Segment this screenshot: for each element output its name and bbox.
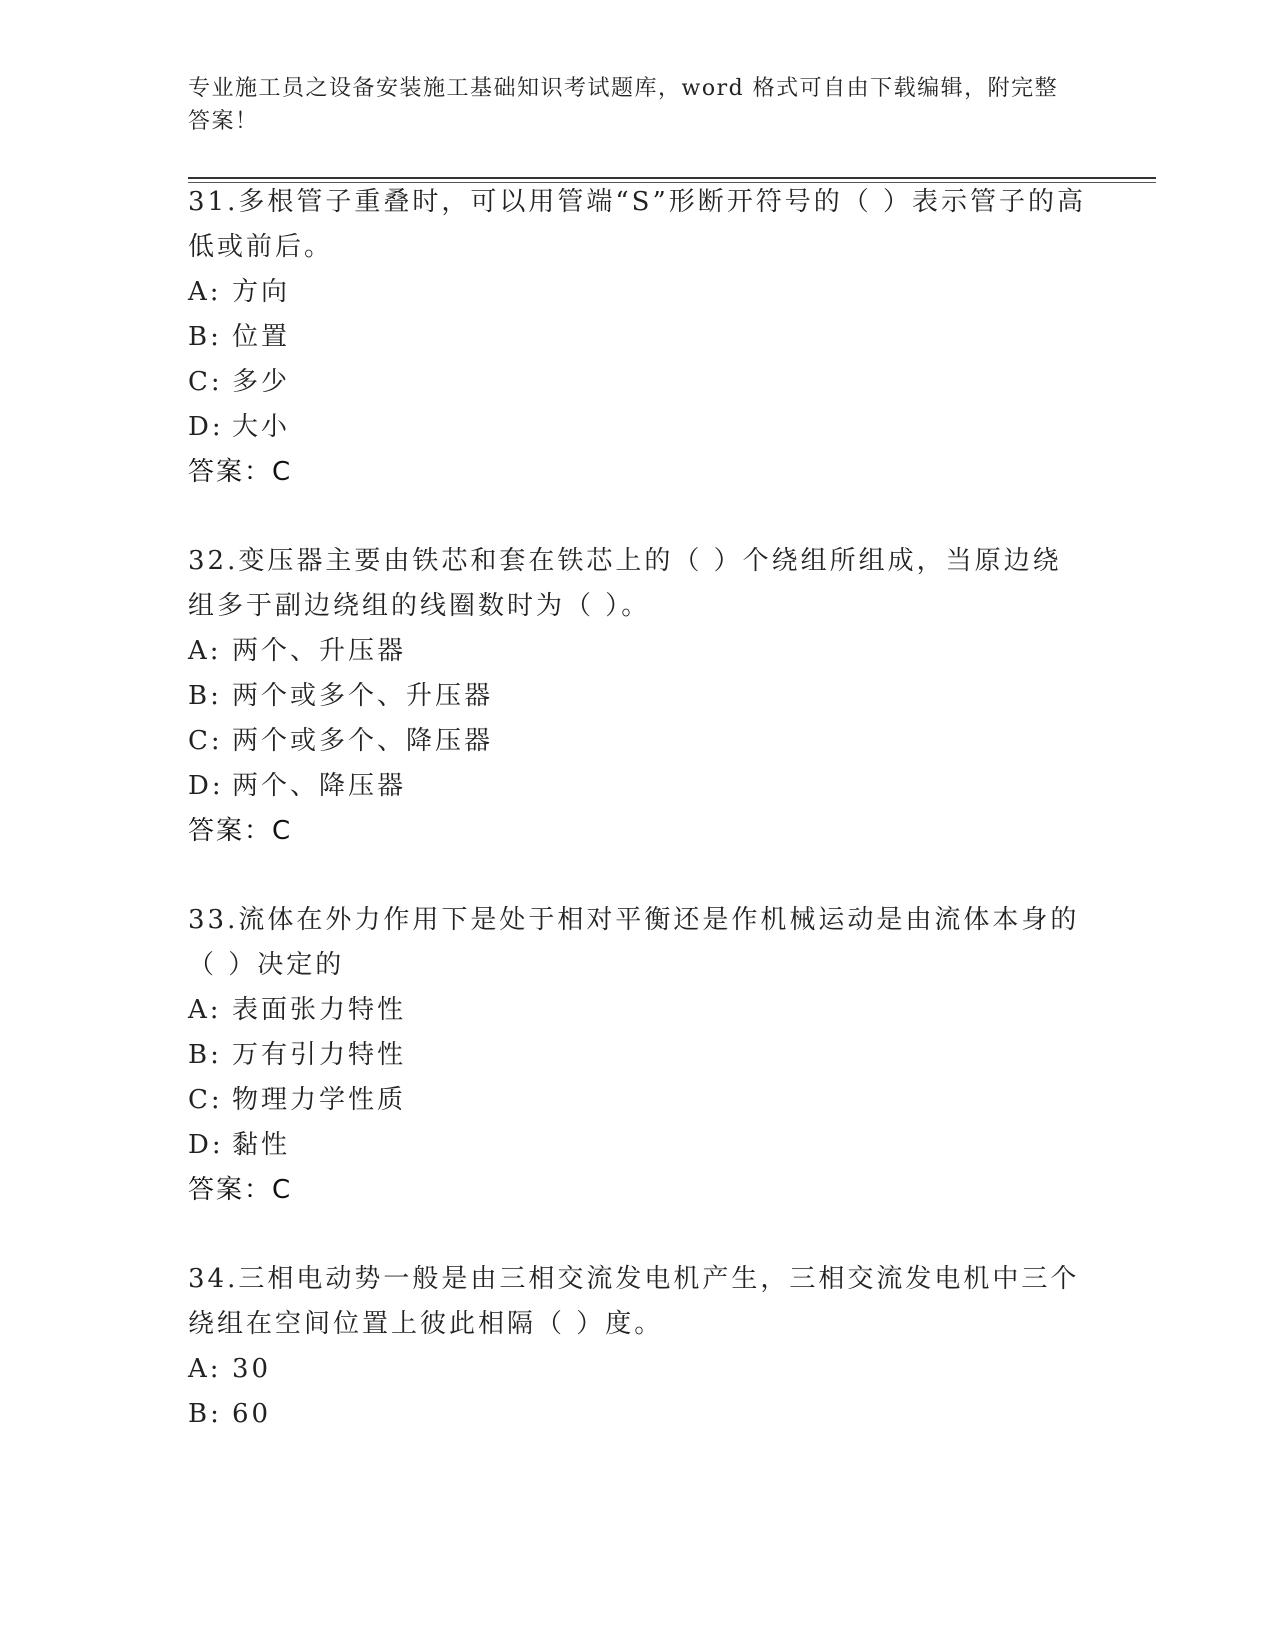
option-key: B: [188, 681, 222, 711]
option-text: 位置 [232, 322, 291, 352]
option-key: A: [188, 636, 222, 666]
option-key: D: [188, 771, 224, 801]
header-divider-thick [188, 177, 1156, 179]
option-a [188, 629, 1088, 674]
question-stem: 32.变压器主要由铁芯和套在铁芯上的（ ）个绕组所组成，当原边绕组多于副边绕组的线圈数时为（ ）。 [188, 546, 1062, 621]
option-key: C: [188, 726, 223, 756]
option-text: 物理力学性质 [232, 1085, 407, 1115]
option-c [188, 360, 1088, 405]
option-key: D: [188, 1130, 224, 1160]
option-key: B: [188, 1399, 222, 1429]
option-text: 两个或多个、升压器 [232, 681, 494, 711]
option-b [188, 1392, 1088, 1437]
option-text: 30 [232, 1354, 272, 1384]
question-31 [188, 180, 1088, 495]
option-c [188, 1078, 1088, 1123]
question-stem: 34.三相电动势一般是由三相交流发电机产生，三相交流发电机中三个绕组在空间位置上彼此相隔（ ）度。 [188, 1264, 1080, 1339]
option-text: 黏性 [232, 1130, 291, 1160]
option-text: 两个、降压器 [232, 771, 407, 801]
question-stem: 31.多根管子重叠时，可以用管端“S”形断开符号的（ ）表示管子的高低或前后。 [188, 187, 1087, 262]
option-d [188, 1123, 1088, 1168]
option-b [188, 315, 1088, 360]
document-header: 专业施工员之设备安装施工基础知识考试题库，word 格式可自由下载编辑，附完整答案！ [188, 76, 1059, 134]
option-d [188, 764, 1088, 809]
option-c [188, 719, 1088, 764]
option-a [188, 270, 1088, 315]
option-text: 60 [232, 1399, 272, 1429]
option-key: C: [188, 1085, 223, 1115]
option-a [188, 1347, 1088, 1392]
option-key: B: [188, 1040, 222, 1070]
option-b [188, 1033, 1088, 1078]
option-d [188, 405, 1088, 450]
question-stem: 33.流体在外力作用下是处于相对平衡还是作机械运动是由流体本身的（ ）决定的 [188, 905, 1080, 980]
option-key: D: [188, 412, 224, 442]
option-a [188, 988, 1088, 1033]
option-key: A: [188, 1354, 222, 1384]
question-33 [188, 898, 1088, 1213]
option-text: 多少 [232, 367, 291, 397]
question-32 [188, 539, 1088, 854]
answer: 答案：C [188, 457, 293, 487]
option-text: 大小 [232, 412, 291, 442]
option-text: 表面张力特性 [232, 995, 407, 1025]
question-34 [188, 1257, 1088, 1437]
option-key: A: [188, 995, 222, 1025]
option-text: 两个或多个、降压器 [232, 726, 494, 756]
option-text: 方向 [232, 277, 291, 307]
option-key: A: [188, 277, 222, 307]
option-text: 两个、升压器 [232, 636, 407, 666]
answer: 答案：C [188, 1175, 293, 1205]
option-b [188, 674, 1088, 719]
option-text: 万有引力特性 [232, 1040, 407, 1070]
option-key: B: [188, 322, 222, 352]
answer: 答案：C [188, 816, 293, 846]
option-key: C: [188, 367, 223, 397]
